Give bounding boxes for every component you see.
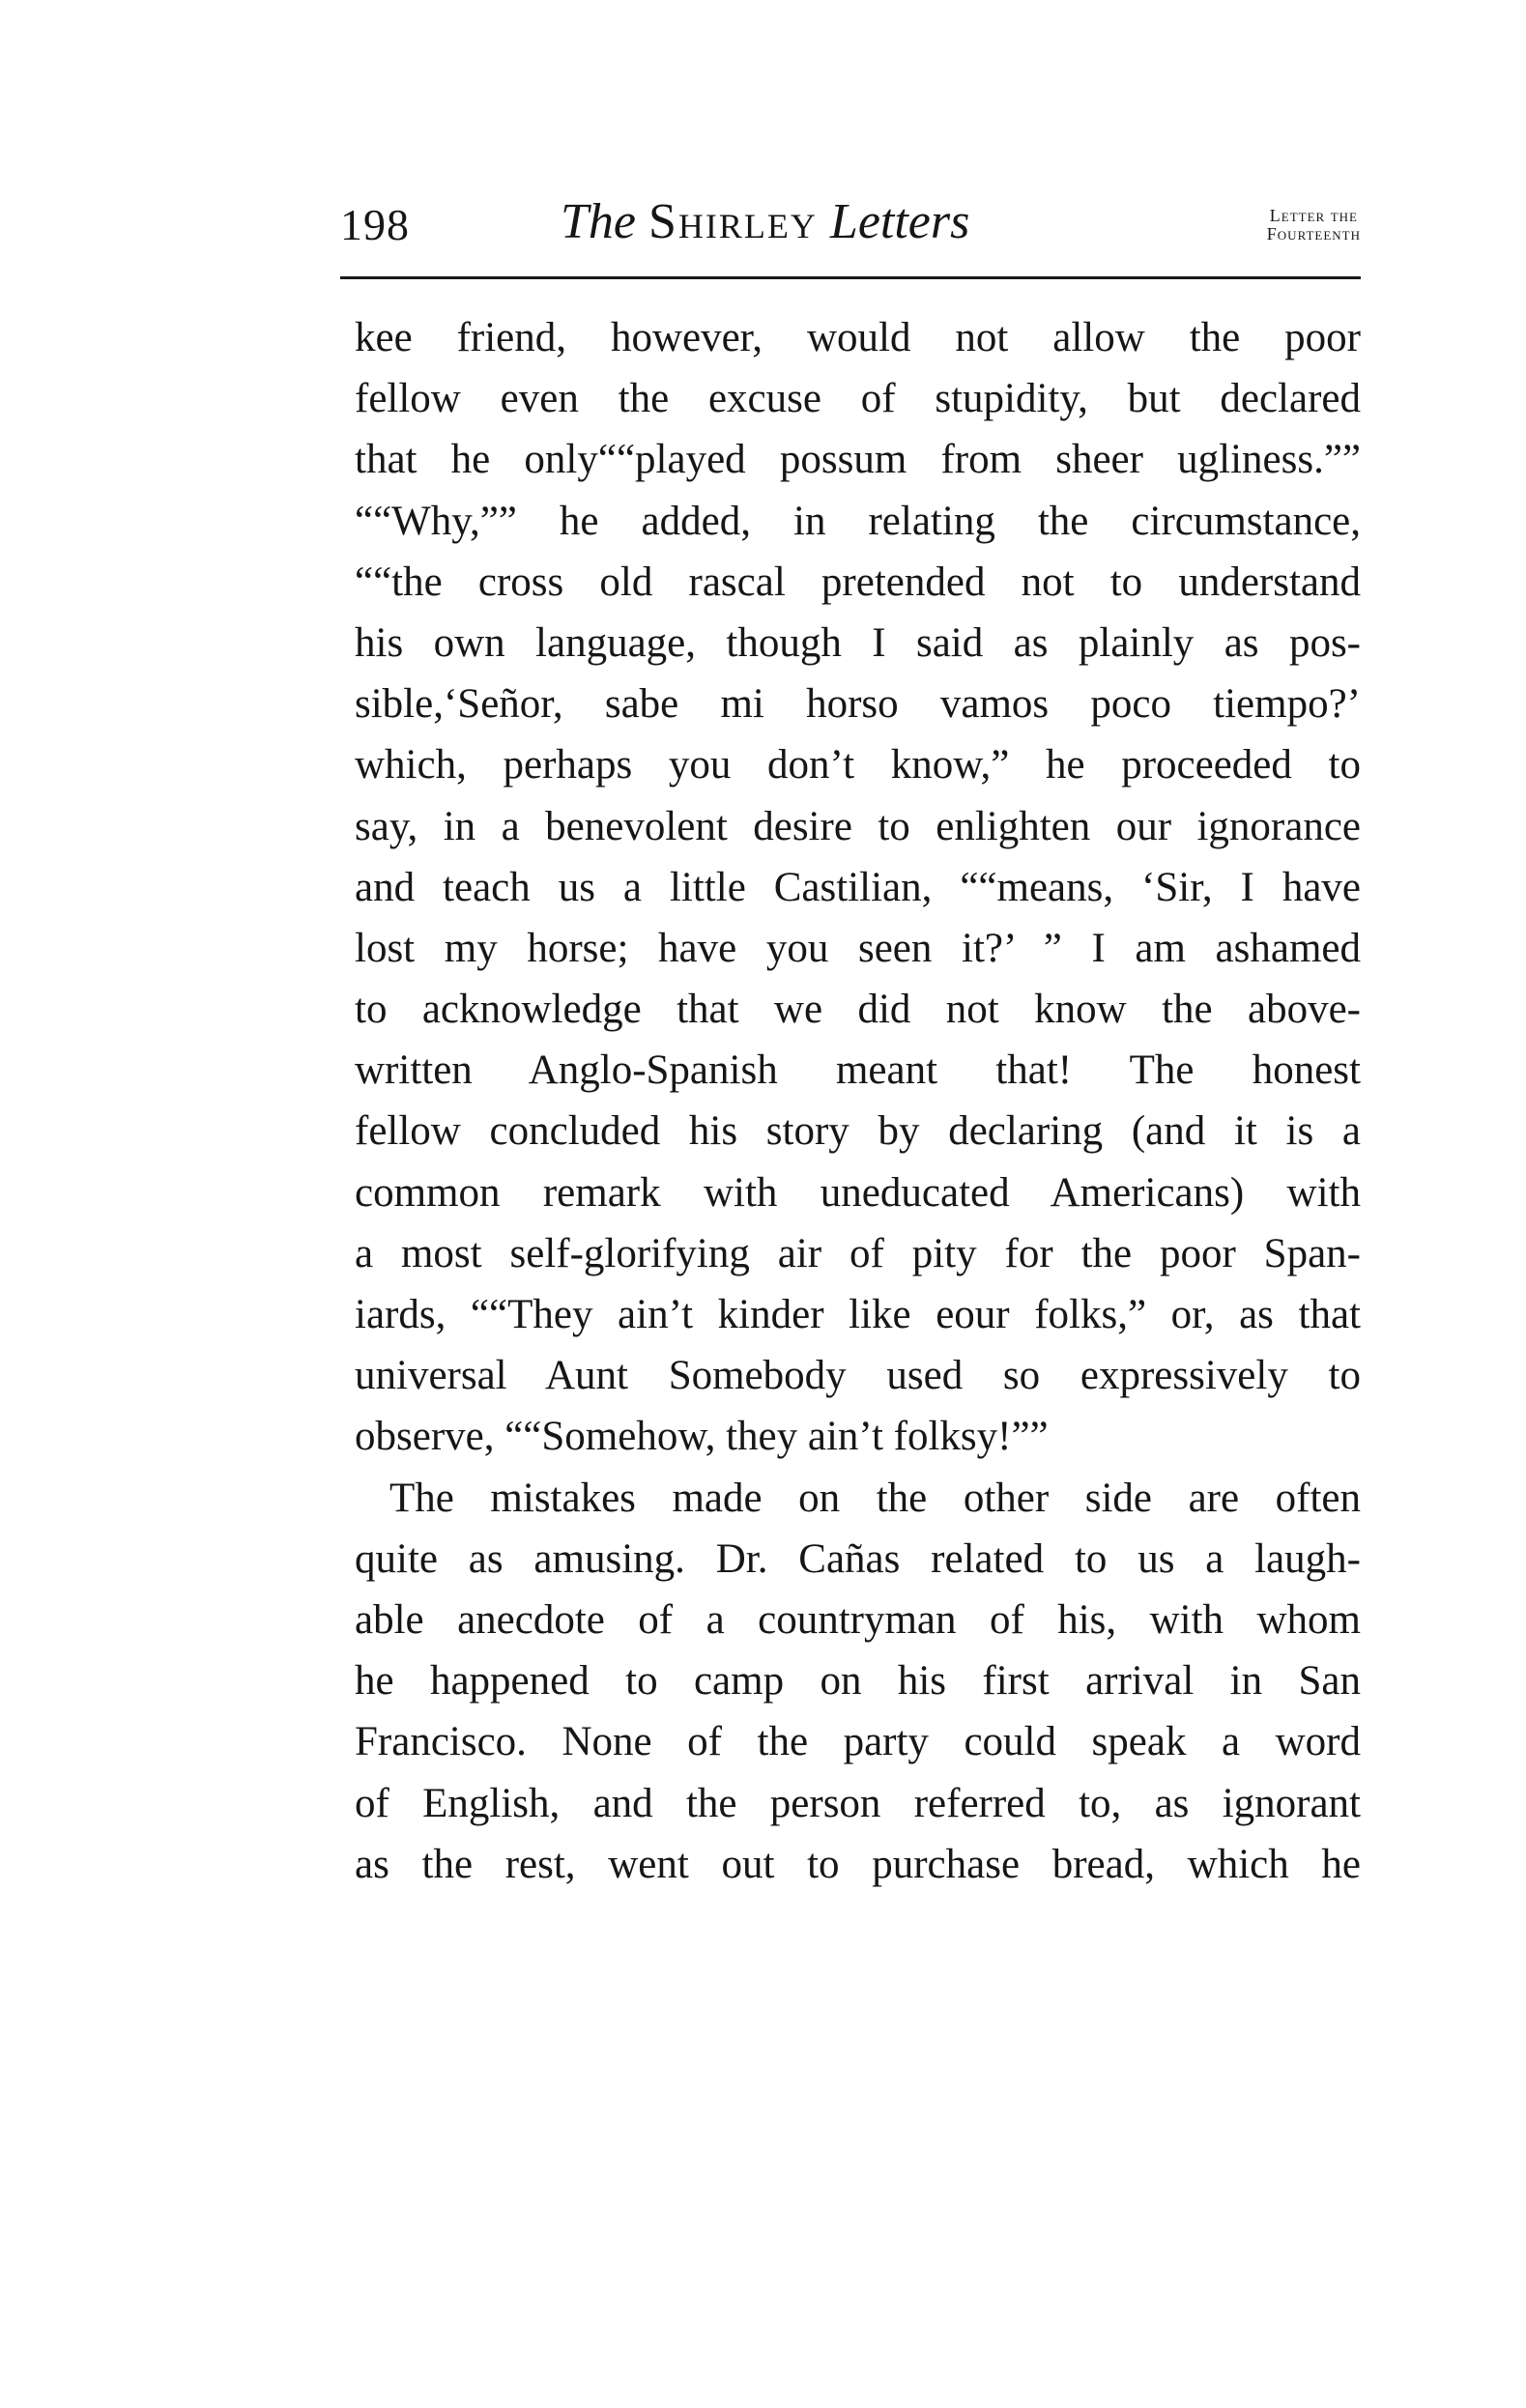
text-line: ““the cross old rascal pretended not to understand	[355, 559, 1361, 605]
text-line: The mistakes made on the other side are often	[389, 1475, 1361, 1521]
text-line: his own language, though I said as plainly as pos-	[355, 619, 1361, 666]
text-line: fellow even the excuse of stupidity, but declared	[355, 376, 1361, 422]
text-line: to acknowledge that we did not know the above-	[355, 987, 1361, 1033]
title-letters: Letters	[829, 194, 970, 249]
letter-tag-line1: Letter the	[1269, 206, 1358, 225]
text-line: which, perhaps you don’t know,” he proceeded to	[355, 742, 1361, 788]
header-rule	[340, 276, 1361, 279]
letter-tag	[1267, 207, 1361, 244]
text-line: able anecdote of a countryman of his, with whom	[355, 1596, 1361, 1643]
text-line: that he only““played possum from sheer ugliness.””	[355, 437, 1361, 483]
text-line: kee friend, however, would not allow the poor	[355, 315, 1361, 360]
text-line: of English, and the person referred to, as ignorant	[355, 1780, 1361, 1826]
text-line: Francisco. None of the party could speak a word	[355, 1719, 1361, 1765]
text-line: say, in a benevolent desire to enlighten our ignorance	[355, 803, 1361, 849]
page-number: 198	[340, 200, 410, 249]
text-line: common remark with uneducated Americans) with	[355, 1169, 1361, 1216]
text-line: as the rest, went out to purchase bread, which he	[355, 1841, 1361, 1887]
title-the: The	[561, 194, 636, 249]
text-line: quite as amusing. Dr. Cañas related to us a laugh-	[355, 1535, 1361, 1582]
text-line: a most self-glorifying air of pity for the poor Span-	[355, 1230, 1361, 1276]
text-line: iards, ““They ain’t kinder like eour folks,” or, as that	[355, 1292, 1361, 1337]
text-line: universal Aunt Somebody used so expressively to	[355, 1353, 1361, 1399]
running-head	[340, 189, 1361, 267]
text-line: lost my horse; have you seen it?’ ” I am ashamed	[355, 925, 1361, 971]
title-shirley: Shirley	[648, 194, 818, 249]
text-line: observe, ““Somehow, they ain’t folksy!””	[355, 1414, 1049, 1460]
text-line: fellow concluded his story by declaring (and it is a	[355, 1108, 1361, 1155]
text-line: ““Why,”” he added, in relating the circumstance,	[355, 498, 1361, 544]
letter-tag-line2: Fourteenth	[1266, 224, 1361, 244]
book-title	[561, 193, 969, 250]
body-text	[355, 307, 1361, 1895]
text-line: written Anglo-Spanish meant that! The honest	[355, 1047, 1361, 1094]
text-line: sible,‘Señor, sabe mi horso vamos poco tiempo?’	[355, 681, 1361, 728]
text-line: he happened to camp on his first arrival in San	[355, 1658, 1361, 1705]
text-line: and teach us a little Castilian, ““means, ‘Sir, I have	[355, 864, 1361, 910]
